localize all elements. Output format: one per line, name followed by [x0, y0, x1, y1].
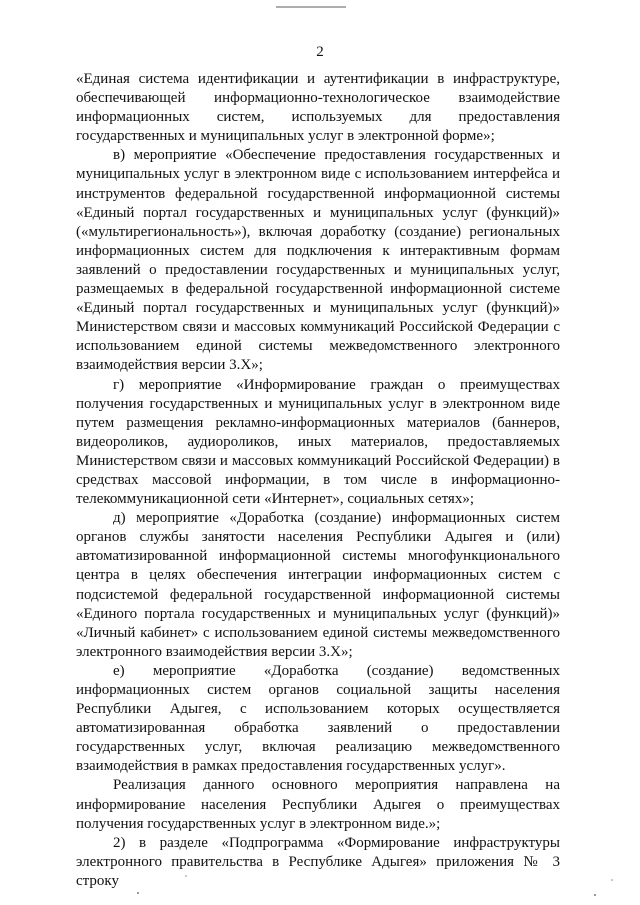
scan-artifact [276, 6, 346, 8]
paragraph-item-v: в) мероприятие «Обеспечение предоставления государственных и муниципальных услуг в электронном виде с использованием интерфейса и инструментов федеральной государственной информационной системы «Единый портал государственных и муниципальных услуг (функций)» («мультирегиональность»), включая доработку (создание) региональных информационных систем для подключения к интерактивным формам заявлений о предоставлении государственных и муниципальных услуг, размещаемых в федеральной государственной информационной системе «Единый портал государственных и муниципальных услуг (функций)» Министерством связи и массовых коммуникаций Российской Федерации с использованием единой системы межведомственного электронного взаимодействия версии 3.Х»; [76, 147, 560, 374]
paragraph-continuation: «Единая система идентификации и аутентификации в инфраструктуре, обеспечивающей информационно-технологическое взаимодействие информационных систем, используемых для предоставления государственных и муниципальных услуг в электронной форме»; [76, 71, 560, 145]
paragraph-item-2: 2) в разделе «Подпрограмма «Формирование инфраструктуры электронного правительства в Республике Адыгея» приложения № 3 строку [76, 834, 560, 889]
paragraph-summary: Реализация данного основного мероприятия направлена на информирование населения Республики Адыгея о преимуществах получения государственных услуг в электронном виде.»; [76, 777, 560, 832]
paragraph-item-d: д) мероприятие «Доработка (создание) информационных систем органов службы занятости населения Республики Адыгея и (или) автоматизированной информационной системы многофункционального центра в целях обеспечения интеграции информационных систем с подсистемой федеральной государственной информационной системы «Единого портала государственных и муниципальных услуг (функций)» «Личный кабинет» с использованием единой системы межведомственного электронного взаимодействия версии 3.Х»; [76, 510, 560, 660]
speck [594, 894, 596, 896]
speck [137, 892, 139, 894]
paragraph-item-g: г) мероприятие «Информирование граждан о преимуществах получения государственных и муниципальных услуг в электронном виде путем размещения рекламно-информационных материалов (баннеров, видеороликов, аудиороликов, иных материалов, предоставляемых Министерством связи и массовых коммуникаций Российской Федерации) в средствах массовой информации, в том числе в информационно-телекоммуникационной сети «Интернет», социальных сетях»; [76, 376, 560, 508]
speck [611, 879, 613, 881]
paragraph-item-e: е) мероприятие «Доработка (создание) ведомственных информационных систем органов социальной защиты населения Республики Адыгея, с использованием которых осуществляется автоматизированная обработка заявлений о предоставлении государственных услуг, включая реализацию межведомственного взаимодействия в рамках предоставления государственных услуг». [76, 662, 560, 775]
document-body [76, 70, 560, 891]
page-number: 2 [316, 44, 324, 60]
